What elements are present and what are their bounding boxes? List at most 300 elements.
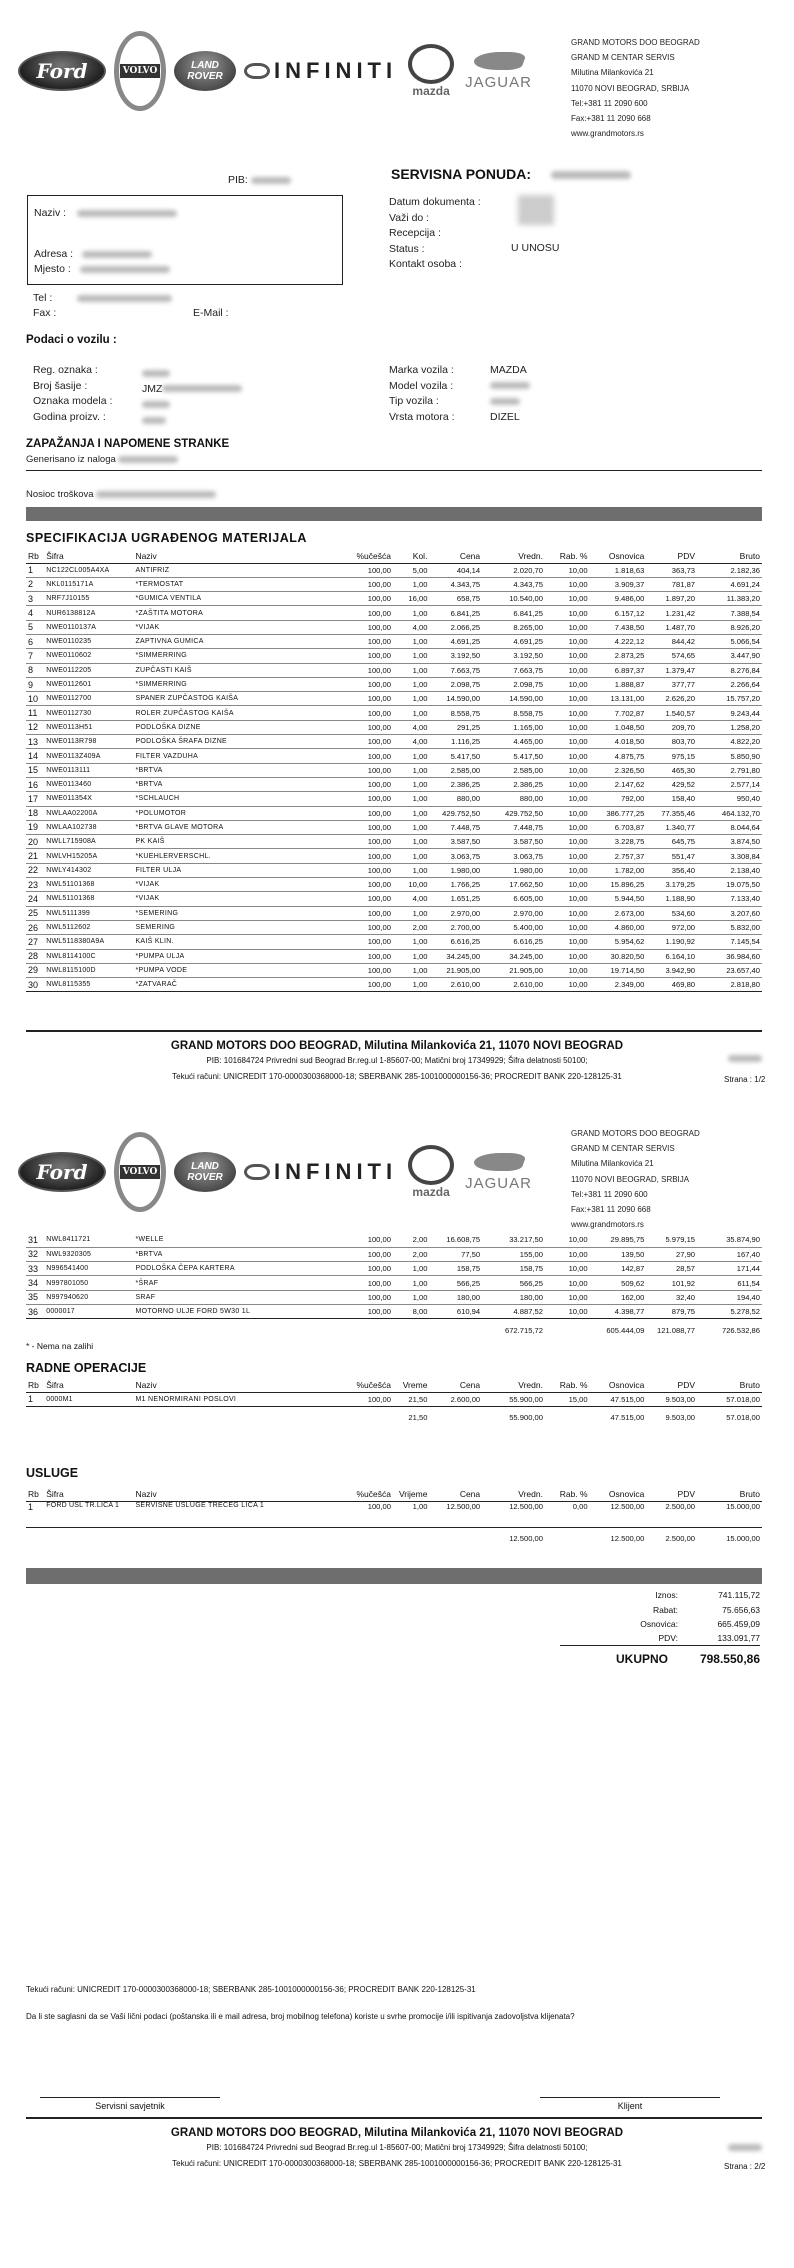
cell: 1.888,87 [590,677,647,691]
cell: 792,00 [590,792,647,806]
cell: 610,94 [429,1304,482,1318]
cell: 10.540,00 [482,592,545,606]
cell: 139,50 [590,1247,647,1261]
cell: 1,00 [393,577,429,591]
cell: 1,00 [393,935,429,949]
table-row [26,663,762,677]
cell: 14.590,00 [482,692,545,706]
signature-line-client [540,2097,720,2098]
page-number-1: Strana : 1/2 [724,1075,766,1084]
offer-title: SERVISNA PONUDA: [391,166,631,182]
cell: KAIŠ KLIN. [133,935,326,949]
cell: 291,25 [429,720,482,734]
cell: NRF7J10155 [44,592,133,606]
cell: 4.691,25 [482,634,545,648]
cell: 1.190,92 [646,935,697,949]
vehicle-labels-left: Reg. oznaka : Broj šasije : Oznaka modela : Godina proizv. : [33,364,113,423]
services-table [26,1487,762,1549]
cell: 2.970,00 [429,906,482,920]
column-header: Bruto [697,1487,762,1501]
cell: NWL8115355 [44,978,133,992]
total-cell: 12.500,00 [509,1533,543,1543]
cell: 429,52 [646,777,697,791]
cell: 12.500,00 [482,1501,545,1527]
cell: 26 [26,920,44,934]
cell: 2.066,25 [429,620,482,634]
column-header: Vredn. [482,549,545,563]
cell: 23.657,40 [697,963,762,977]
cell: 5.954,62 [590,935,647,949]
cell: 17 [26,792,44,806]
column-header: Rab. % [545,549,590,563]
cell: 10,00 [545,763,590,777]
cell: 566,25 [429,1276,482,1290]
table-header [26,549,762,563]
cell: 100,00 [326,749,393,763]
cell: 4.343,75 [429,577,482,591]
cell: NWL8411721 [44,1233,133,1247]
cell: 10,00 [545,1247,590,1261]
cell: 2.585,00 [429,763,482,777]
column-header: Bruto [697,1378,762,1392]
cell: *PUMPA VODE [133,963,326,977]
cell: 100,00 [326,763,393,777]
cell: 15.000,00 [697,1501,762,1527]
cell: 100,00 [326,592,393,606]
naziv-label: Naziv : [34,207,177,219]
cell: 100,00 [326,777,393,791]
cell: 9.243,44 [697,706,762,720]
cell: 28 [26,949,44,963]
cell: 4.018,50 [590,735,647,749]
fax-label: Fax : [33,307,57,319]
cell: *SEMERING [133,906,326,920]
cell: 10,00 [393,878,429,892]
column-header: Šifra [44,1487,133,1501]
redacted [728,2144,762,2151]
cell: 180,00 [482,1290,545,1304]
cell: 880,00 [429,792,482,806]
cell: 4 [26,606,44,620]
cell: NWLAA02200A [44,806,133,820]
cell: 100,00 [326,1262,393,1276]
cell: 27,90 [646,1247,697,1261]
cell: 10,00 [545,1290,590,1304]
notes-title: ZAPAŽANJA I NAPOMENE STRANKE [26,438,230,450]
table-row [26,920,762,934]
advisor-label: Servisni savjetnik [95,2101,165,2111]
cell: 10,00 [545,906,590,920]
table-row [26,677,762,691]
cell: 3.179,25 [646,878,697,892]
cell: 10,00 [545,920,590,934]
cell: 35 [26,1290,44,1304]
cell: 9 [26,677,44,691]
cell: 15.757,20 [697,692,762,706]
total-base: 665.459,09 [717,1619,760,1630]
cell: 10,00 [545,620,590,634]
column-header: Rb [26,1378,44,1392]
cell: 100,00 [326,878,393,892]
cell: 10,00 [545,892,590,906]
vehicle-values-right: MAZDA DIZEL [490,363,530,425]
cell: 100,00 [326,1233,393,1247]
cell: NWL8115100D [44,963,133,977]
total-cell: 605.444,09 [606,1325,645,1335]
cell: *ŠRAF [133,1276,326,1290]
cell: 34 [26,1276,44,1290]
cell: 10,00 [545,563,590,577]
cell: 10,00 [545,692,590,706]
table-row [26,1501,762,1527]
cell: 8.558,75 [482,706,545,720]
cell: 5.400,00 [482,920,545,934]
cell: 3.207,60 [697,906,762,920]
cell: 100,00 [326,663,393,677]
cell: 30.820,50 [590,949,647,963]
cell: 1.980,00 [429,863,482,877]
cell: 10,00 [545,935,590,949]
cell: 10,00 [545,835,590,849]
cell: 2.386,25 [429,777,482,791]
cell: NUR6138812A [44,606,133,620]
cell: 534,60 [646,906,697,920]
cell: 1.048,50 [590,720,647,734]
cell: 404,14 [429,563,482,577]
cell: 27 [26,935,44,949]
cell: 880,00 [482,792,545,806]
cell: 464.132,70 [697,806,762,820]
cell: 363,73 [646,563,697,577]
column-header: Rab. % [545,1487,590,1501]
cell: NWLAA102738 [44,820,133,834]
cell: 1.540,57 [646,706,697,720]
cell: NWLVH15205A [44,849,133,863]
land-rover-logo-icon: LAND ROVER [174,1152,236,1192]
table-row [26,649,762,663]
cell: 100,00 [326,1290,393,1304]
cell: 469,80 [646,978,697,992]
cell: 465,30 [646,763,697,777]
cell: *SIMMERRING [133,649,326,663]
total-cell: 15.000,00 [726,1533,760,1543]
column-header: Naziv [133,549,326,563]
cell: *BRTVA [133,1247,326,1261]
cell: 1.782,00 [590,863,647,877]
cell: 2,00 [393,920,429,934]
cell: 10,00 [545,592,590,606]
cell: 34.245,00 [429,949,482,963]
cell: 15 [26,763,44,777]
cell: SPANER ZUPČASTOG KAIŠA [133,692,326,706]
table-row [26,863,762,877]
cell: 7.663,75 [429,663,482,677]
cell: 1,00 [393,978,429,992]
cell: 10,00 [545,577,590,591]
cell: 100,00 [326,792,393,806]
cell: 10,00 [545,606,590,620]
cell: 10,00 [545,1304,590,1318]
ford-logo-icon: Ford [18,51,106,91]
cell: 5.850,90 [697,749,762,763]
cell: 3 [26,592,44,606]
cell: 100,00 [326,1501,393,1527]
cell: 2.266,64 [697,677,762,691]
cell: *ZAŠTITA MOTORA [133,606,326,620]
cell: 100,00 [326,720,393,734]
cell: 1.379,47 [646,663,697,677]
cell: PODLOŠKA ŠRAFA DIZNE [133,735,326,749]
cell: 31 [26,1233,44,1247]
signature-line-advisor [40,2097,220,2098]
cell: *GUMICA VENTILA [133,592,326,606]
cell: 11 [26,706,44,720]
company-info: GRAND MOTORS DOO BEOGRAD GRAND M CENTAR SERVIS Milutina Milankovića 21 11070 NOVI BEOGRAD, SRBIJA Tel:+381 11 2090 600 Fax:+381 11 2090 668 www.grandmotors.rs [571,1129,700,1230]
cell: 18 [26,806,44,820]
total-vat: 133.091,77 [717,1633,760,1644]
total-cell: 57.018,00 [726,1413,760,1423]
cell: 3.063,75 [482,849,545,863]
cell: 2.386,25 [482,777,545,791]
cell: 2.020,70 [482,563,545,577]
cell: NWE0113H51 [44,720,133,734]
cell: 10,00 [545,820,590,834]
cell: 6.841,25 [482,606,545,620]
cell: 5.832,00 [697,920,762,934]
table-row [26,763,762,777]
mazda-logo-icon: mazda [405,44,457,98]
cell: 30 [26,978,44,992]
cell: 6.841,25 [429,606,482,620]
column-header: Kol. [393,549,429,563]
cell: 3.587,50 [482,835,545,849]
cell: NWE0113111 [44,763,133,777]
cell: 5.417,50 [482,749,545,763]
cell: 3.874,50 [697,835,762,849]
cell: 844,42 [646,634,697,648]
cell: 15.896,25 [590,878,647,892]
cell: *PUMPA ULJA [133,949,326,963]
cell: 6.605,00 [482,892,545,906]
table-row [26,935,762,949]
cell: 4,00 [393,720,429,734]
cell: 57.018,00 [697,1392,762,1406]
jaguar-logo-icon: JAGUAR [465,1153,532,1192]
cell: 1.340,77 [646,820,697,834]
cell: NWE011354X [44,792,133,806]
table-row [26,1290,762,1304]
cell: 100,00 [326,634,393,648]
cell: NWL5111399 [44,906,133,920]
column-header: %učešća [326,1378,393,1392]
cell: 13.131,00 [590,692,647,706]
cell: 21,50 [393,1392,429,1406]
cell: SEMERING [133,920,326,934]
cell: 77,50 [429,1247,482,1261]
cell: 7.448,75 [429,820,482,834]
cell: 1,00 [393,1262,429,1276]
company-info: GRAND MOTORS DOO BEOGRAD GRAND M CENTAR SERVIS Milutina Milankovića 21 11070 NOVI BEOGRAD, SRBIJA Tel:+381 11 2090 600 Fax:+381 11 2090 668 www.grandmotors.rs [571,38,700,139]
cell: 0000M1 [44,1392,133,1406]
cell: 2.970,00 [482,906,545,920]
cell: 19.075,50 [697,878,762,892]
column-header: Naziv [133,1487,326,1501]
cell: 1,00 [393,806,429,820]
cell: 1.231,42 [646,606,697,620]
cell: 1.487,70 [646,620,697,634]
table-header [26,1487,762,1501]
cell: 5.278,52 [697,1304,762,1318]
cell: 100,00 [326,906,393,920]
table-row [26,906,762,920]
cell: 158,75 [482,1262,545,1276]
labor-table [26,1378,762,1428]
table-row [26,835,762,849]
bank-accounts: Tekući računi: UNICREDIT 170-0000300368000-18; SBERBANK 285-1001000000156-36; PROCREDIT BANK 220-128125-31 [26,1985,476,1994]
mazda-logo-icon: mazda [405,1145,457,1199]
materials-table-page2 [26,1233,762,1341]
column-header: Osnovica [590,549,647,563]
cell: 611,54 [697,1276,762,1290]
cell: M1 NENORMIRANI POSLOVI [133,1392,326,1406]
cell: 100,00 [326,1247,393,1261]
cell: FILTER ULJA [133,863,326,877]
cell: 13 [26,735,44,749]
cell: ZAPTIVNA GUMICA [133,634,326,648]
vehicle-labels-right: Marka vozila : Model vozila : Tip vozila : Vrsta motora : [389,364,455,423]
cell: 3.308,84 [697,849,762,863]
cell: ANTIFRIZ [133,563,326,577]
cell: 100,00 [326,692,393,706]
services-title: USLUGE [26,1466,79,1480]
cell: NWE0112205 [44,663,133,677]
cell: 386.777,25 [590,806,647,820]
status-value: U UNOSU [511,242,560,254]
adresa-label: Adresa : [34,248,152,260]
cell: 2,00 [393,1233,429,1247]
column-header: PDV [646,1378,697,1392]
cell: 2.791,80 [697,763,762,777]
cell: NWL9320305 [44,1247,133,1261]
cell: 2.182,36 [697,563,762,577]
cell: 29.895,75 [590,1233,647,1247]
cell: 7.438,50 [590,620,647,634]
cell: 100,00 [326,849,393,863]
column-header: Vredn. [482,1378,545,1392]
cell: 8.044,64 [697,820,762,834]
cell: 429.752,50 [482,806,545,820]
totals-row [26,1319,762,1341]
cell: 7 [26,649,44,663]
cell: 4,00 [393,620,429,634]
table-row [26,692,762,706]
cell: 8.558,75 [429,706,482,720]
cell: PK KAIŠ [133,835,326,849]
cell: 100,00 [326,577,393,591]
totals-row [26,1527,762,1549]
column-header: Cena [429,1487,482,1501]
infiniti-logo-icon: INFINITI [244,58,397,84]
cell: 803,70 [646,735,697,749]
cell: 972,00 [646,920,697,934]
table-row [26,1233,762,1247]
cell: 1,00 [393,649,429,663]
cell: *VIJAK [133,878,326,892]
table-row [26,706,762,720]
cell: 10,00 [545,1233,590,1247]
table-row [26,606,762,620]
cell: 100,00 [326,677,393,691]
cell: 4.691,25 [429,634,482,648]
cell: 3.063,75 [429,849,482,863]
offer-labels: Datum dokumenta : Važi do : Recepcija : Status : Kontakt osoba : [389,196,481,270]
labor-title: RADNE OPERACIJE [26,1361,147,1375]
cell: 100,00 [326,1276,393,1290]
cell: FILTER VAZDUHA [133,749,326,763]
cell: NWLL715908A [44,835,133,849]
cost-holder: Nosioc troškova [26,489,216,500]
land-rover-logo-icon: LAND ROVER [174,51,236,91]
cell: 4.343,75 [482,577,545,591]
cell: NWL5118380A9A [44,935,133,949]
cell: 10,00 [545,663,590,677]
totals-row [26,1406,762,1428]
table-row [26,577,762,591]
cell: 6.897,37 [590,663,647,677]
total-cell: 2.500,00 [665,1533,696,1543]
divider [26,1030,762,1032]
cell: FORD USL TR.LICA 1 [44,1501,133,1527]
cell: 101,92 [646,1276,697,1290]
cell: 10,00 [545,634,590,648]
cell: *TERMOSTAT [133,577,326,591]
cell: 4,00 [393,735,429,749]
table-row [26,777,762,791]
table-row [26,1262,762,1276]
cell: 10,00 [545,1262,590,1276]
cell: 6.616,25 [429,935,482,949]
cell: PODLOŠKA DIZNE [133,720,326,734]
table-row [26,806,762,820]
cell: 1 [26,1392,44,1406]
column-header: Cena [429,549,482,563]
stock-note: * - Nema na zalihi [26,1341,94,1351]
cell: 3.909,37 [590,577,647,591]
cell: 158,75 [429,1262,482,1276]
cell: 1,00 [393,763,429,777]
cell: 2.585,00 [482,763,545,777]
cell: 4.222,12 [590,634,647,648]
materials-title: SPECIFIKACIJA UGRAĐENOG MATERIJALA [26,531,307,545]
cell: *SIMMERRING [133,677,326,691]
cell: 12.500,00 [429,1501,482,1527]
redacted [728,1055,762,1062]
cell: 4.822,20 [697,735,762,749]
cell: 32 [26,1247,44,1261]
cell: 1,00 [393,677,429,691]
redacted-dates [518,195,554,225]
cell: NKL0115171A [44,577,133,591]
cell: 2.138,40 [697,863,762,877]
cell: 2.500,00 [646,1501,697,1527]
cell: 10,00 [545,720,590,734]
cell: 1,00 [393,820,429,834]
cell: NC122CL005A4XA [44,563,133,577]
cell: 0,00 [545,1501,590,1527]
cell: 1,00 [393,663,429,677]
cell: PODLOŠKA ČEPA KARTERA [133,1262,326,1276]
cell: 100,00 [326,706,393,720]
